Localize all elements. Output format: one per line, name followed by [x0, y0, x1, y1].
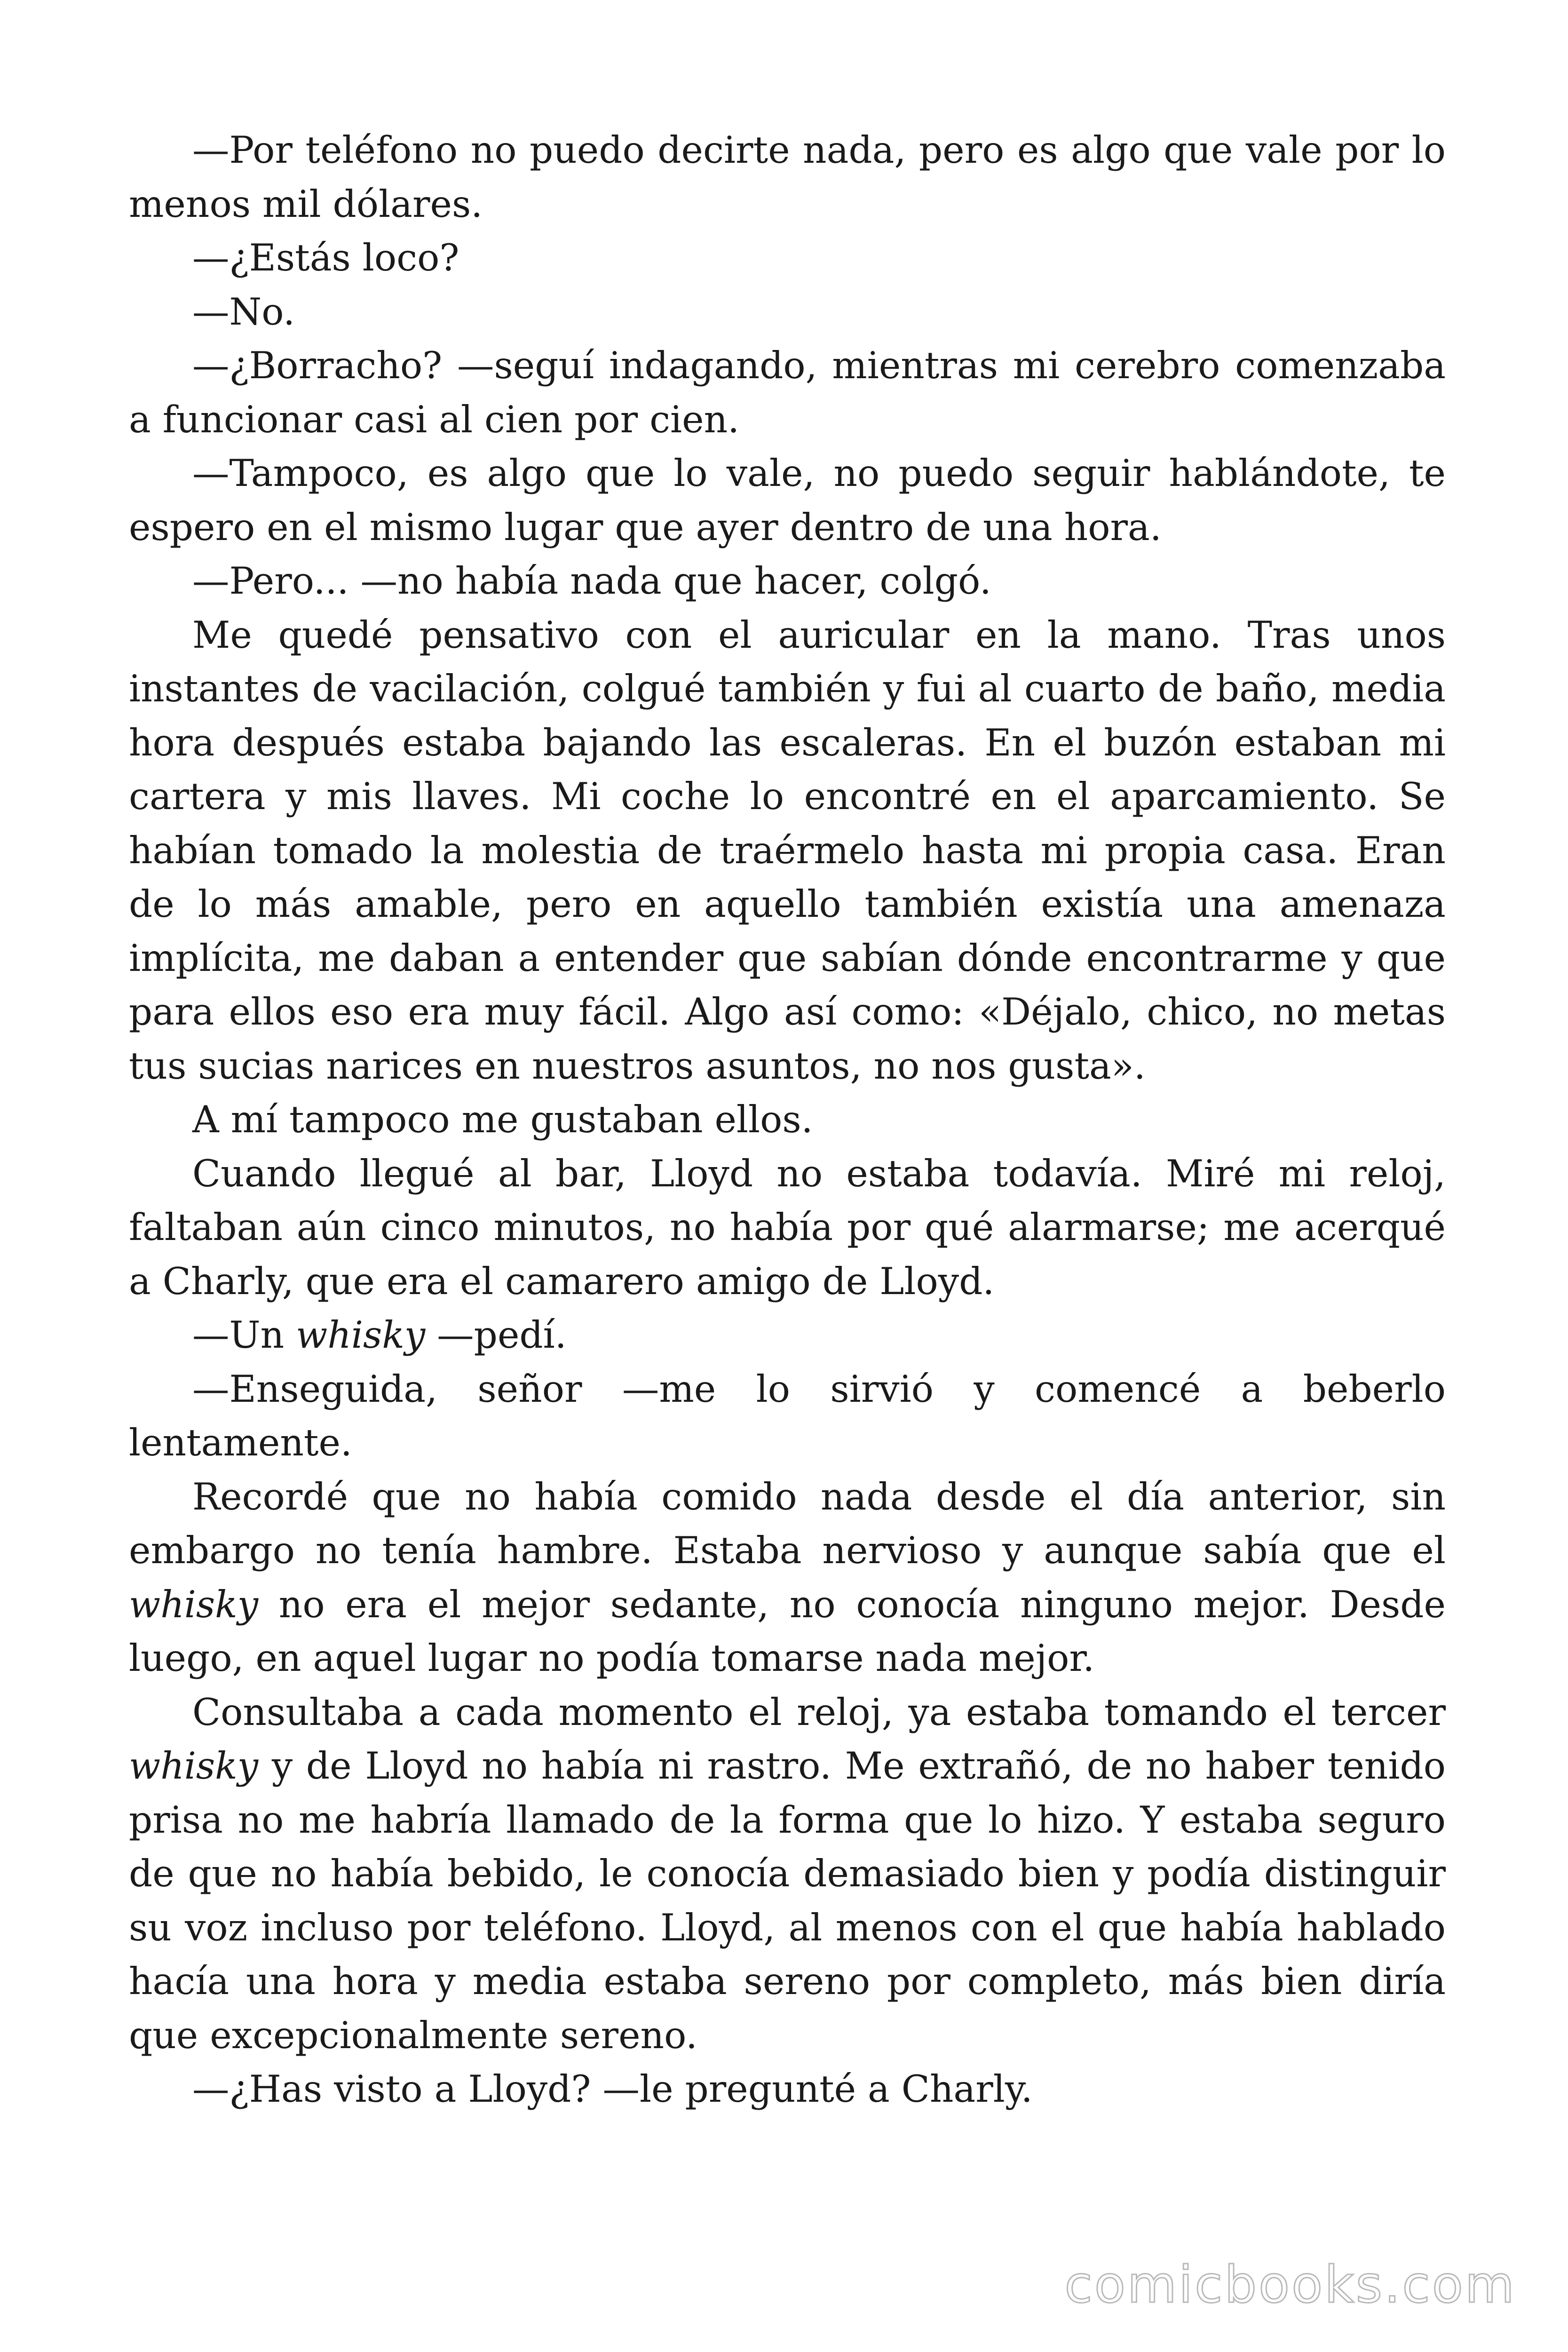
paragraph: —Enseguida, señor —me lo sirvió y comencé a beberlo lentamente.: [129, 1367, 1446, 1464]
paragraph: —¿Estás loco?: [192, 236, 459, 279]
italic-word: whisky: [296, 1313, 426, 1357]
paragraph: Me quedé pensativo con el auricular en la mano. Tras unos instantes de vacilación, colgué también y fui al cuarto de baño, media hora después estaba bajando las escaleras. En el buzón estaban mi cartera y mis llaves. Mi coche lo encontré en el aparcamiento. Se habían tomado la molestia de traérmelo hasta mi propia casa. Eran de lo más amable, pero en aquello también existía una amenaza implícita, me daban a entender que sabían dónde encontrarme y que para ellos eso era muy fácil. Algo así como: «Déjalo, chico, no metas tus sucias narices en nuestros asuntos, no nos gusta».: [129, 613, 1446, 1088]
paragraph: Consultaba a cada momento el reloj, ya estaba tomando el tercer whisky y de Lloyd no había ni rastro. Me extrañó, de no haber tenido prisa no me habría llamado de la forma que lo hizo. Y estaba seguro de que no había bebido, le conocía demasiado bien y podía distinguir su voz incluso por teléfono. Lloyd, al menos con el que había hablado hacía una hora y media estaba sereno por completo, más bien diría que excepcionalmente sereno.: [129, 1690, 1446, 2057]
paragraph: A mí tampoco me gustaban ellos.: [192, 1098, 813, 1141]
paragraph: —No.: [192, 290, 295, 334]
paragraph: Recordé que no había comido nada desde el día anterior, sin embargo no tenía hambre. Estaba nervioso y aunque sabía que el whisky no era el mejor sedante, no conocía ninguno mejor. Desde luego, en aquel lugar no podía tomarse nada mejor.: [129, 1475, 1446, 1680]
italic-word: whisky: [129, 1744, 259, 1788]
paragraph: —¿Has visto a Lloyd? —le pregunté a Charly.: [192, 2067, 1033, 2111]
paragraph: —Tampoco, es algo que lo vale, no puedo seguir hablándote, te espero en el mismo lugar que ayer dentro de una hora.: [129, 452, 1446, 549]
paragraph: —¿Borracho? —seguí indagando, mientras mi cerebro comenzaba a funcionar casi al cien por cien.: [129, 344, 1446, 441]
paragraph: —Por teléfono no puedo decirte nada, pero es algo que vale por lo menos mil dólares.: [129, 128, 1446, 226]
paragraph: —Pero... —no había nada que hacer, colgó.: [192, 559, 991, 603]
italic-word: whisky: [129, 1582, 259, 1626]
watermark: comicbooks.com: [1064, 2256, 1516, 2314]
paragraph: —Un whisky —pedí.: [192, 1313, 567, 1357]
paragraph: Cuando llegué al bar, Lloyd no estaba todavía. Miré mi reloj, faltaban aún cinco minutos, no había por qué alarmarse; me acerqué a Charly, que era el camarero amigo de Lloyd.: [129, 1152, 1446, 1303]
book-page-text: [129, 123, 1446, 2116]
